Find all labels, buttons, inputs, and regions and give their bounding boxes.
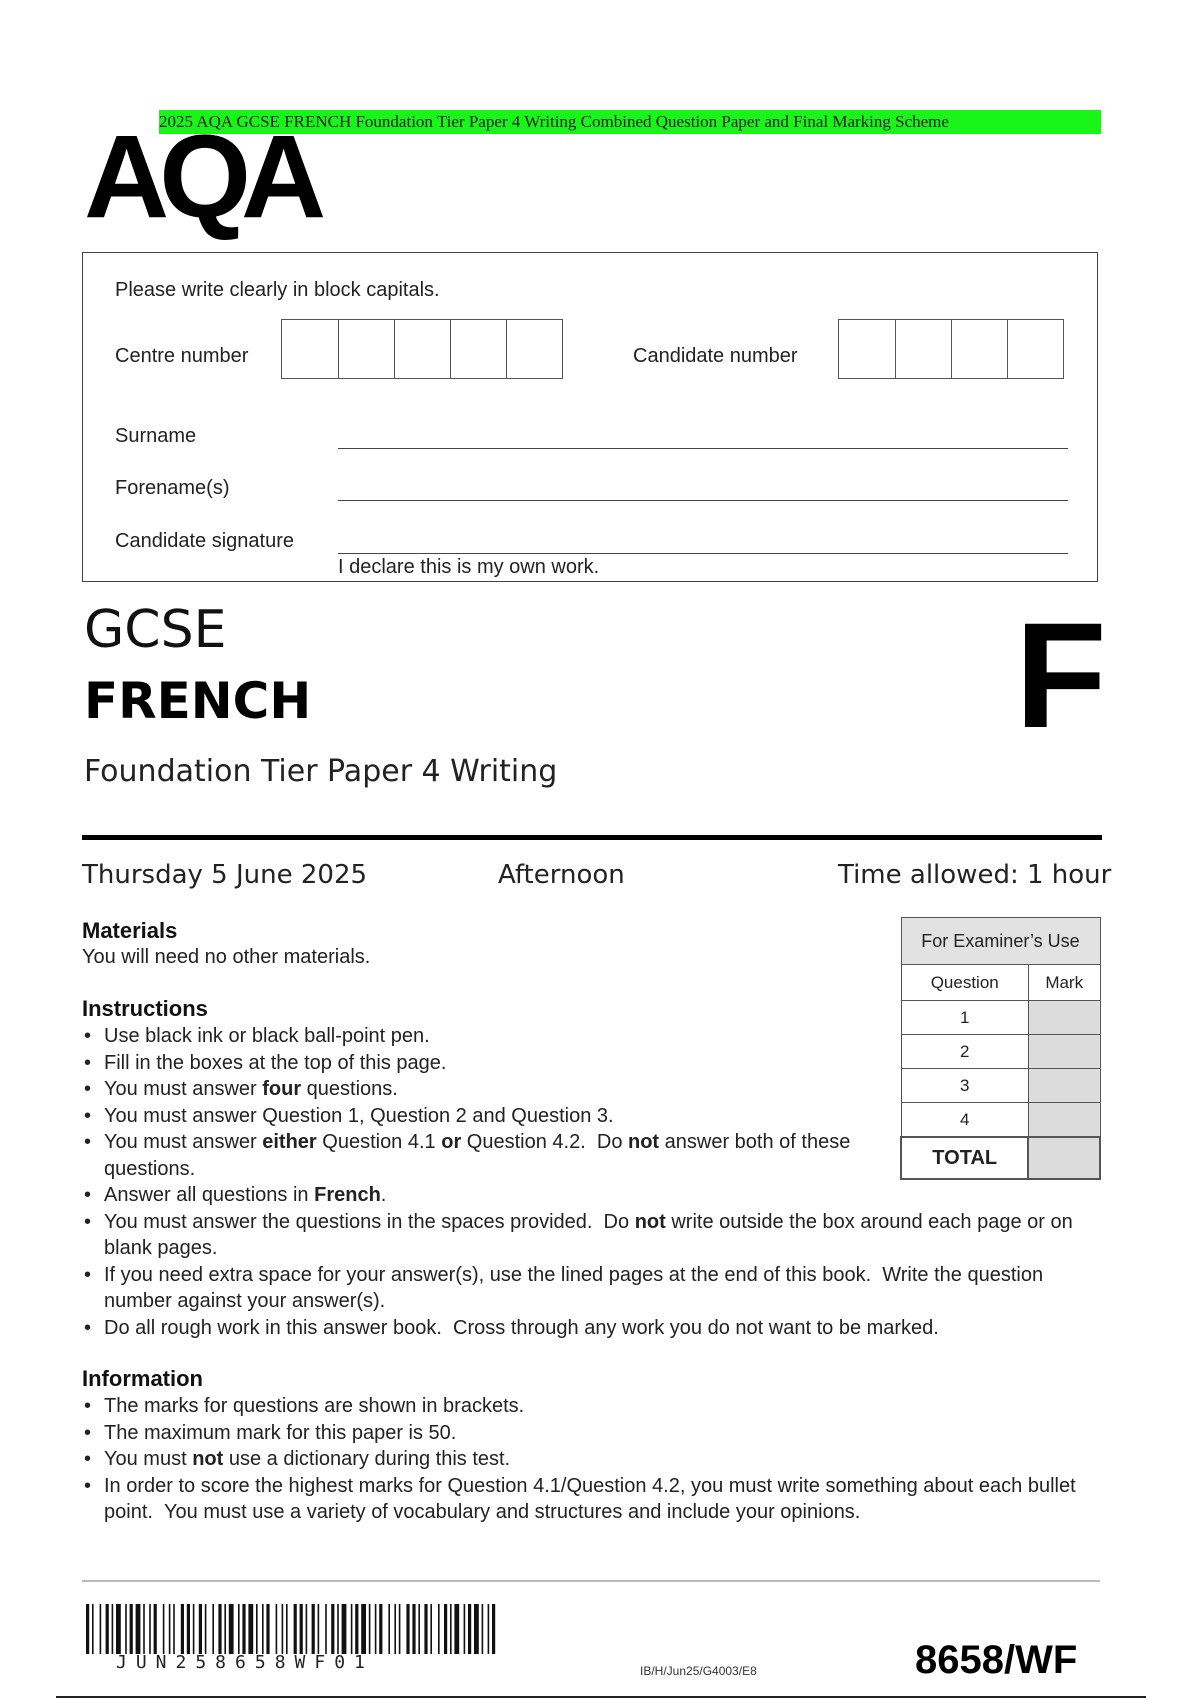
signature-label: Candidate signature xyxy=(115,530,295,552)
centre-digit-box[interactable] xyxy=(394,320,450,378)
information-heading: Information xyxy=(82,1366,203,1391)
instruction-item: • Answer all questions in French. xyxy=(82,1182,1082,1209)
instruction-item: • Use black ink or black ball-point pen. xyxy=(82,1023,1082,1050)
paper-title: Foundation Tier Paper 4 Writing xyxy=(84,754,558,789)
qualification-title: GCSE xyxy=(84,600,227,660)
instruction-item: • Fill in the boxes at the top of this page. xyxy=(82,1050,1082,1077)
barcode-number: JUN258658WF01 xyxy=(116,1652,374,1673)
instruction-item: • Do all rough work in this answer book. Cross through any work you do not want to be marked. xyxy=(82,1315,1082,1342)
information-item: • The marks for questions are shown in brackets. xyxy=(82,1393,1082,1420)
information-list xyxy=(82,1393,1082,1526)
candidate-number-field[interactable] xyxy=(838,319,1064,379)
candidate-digit-box[interactable] xyxy=(839,320,895,378)
signature-field[interactable] xyxy=(338,553,1068,554)
information-item: • The maximum mark for this paper is 50. xyxy=(82,1420,1082,1447)
mark-cell[interactable] xyxy=(1028,1001,1100,1035)
candidate-digit-box[interactable] xyxy=(951,320,1007,378)
instruction-item: • You must answer four questions. xyxy=(82,1076,1082,1103)
instruction-item: • You must answer Question 1, Question 2 and Question 3. xyxy=(82,1103,1082,1130)
subject-title: FRENCH xyxy=(84,672,312,730)
page-bottom-rule xyxy=(56,1696,1146,1698)
question-number: 4 xyxy=(901,1103,1028,1138)
declaration-text: I declare this is my own work. xyxy=(338,556,600,578)
mark-cell[interactable] xyxy=(1028,1035,1100,1069)
mark-cell[interactable] xyxy=(1028,1069,1100,1103)
materials-text: You will need no other materials. xyxy=(82,946,371,968)
centre-digit-box[interactable] xyxy=(506,320,562,378)
instruction-item: • You must answer either Question 4.1 or Question 4.2. Do not answer both of these questions. xyxy=(82,1129,884,1182)
information-item: • In order to score the highest marks for Question 4.1/Question 4.2, you must write something about each bullet point. You must use a variety of vocabulary and structures and include your opinions. xyxy=(82,1473,1082,1526)
mark-column-header: Mark xyxy=(1028,965,1100,1001)
footer-divider xyxy=(82,1580,1100,1582)
candidate-digit-box[interactable] xyxy=(895,320,951,378)
candidate-digit-box[interactable] xyxy=(1007,320,1063,378)
examiners-use-title: For Examiner’s Use xyxy=(901,918,1100,965)
forename-label: Forename(s) xyxy=(115,477,230,499)
time-allowed: Time allowed: 1 hour xyxy=(838,860,1112,890)
total-mark-cell[interactable] xyxy=(1028,1137,1100,1179)
block-capitals-instruction: Please write clearly in block capitals. xyxy=(115,279,440,301)
question-number: 2 xyxy=(901,1035,1028,1069)
surname-field[interactable] xyxy=(338,448,1068,449)
examiners-use-table xyxy=(900,917,1101,1180)
question-column-header: Question xyxy=(901,965,1028,1001)
document-reference: IB/H/Jun25/G4003/E8 xyxy=(640,1664,757,1678)
question-number: 3 xyxy=(901,1069,1028,1103)
centre-number-label: Centre number xyxy=(115,345,249,367)
candidate-number-label: Candidate number xyxy=(633,345,798,367)
title-divider xyxy=(82,835,1102,840)
instruction-item: • If you need extra space for your answer(s), use the lined pages at the end of this book. Write the question number against your answer(s). xyxy=(82,1262,1082,1315)
information-item: • You must not use a dictionary during this test. xyxy=(82,1446,1082,1473)
mark-cell[interactable] xyxy=(1028,1103,1100,1138)
total-label: TOTAL xyxy=(901,1137,1028,1179)
instruction-item: • You must answer the questions in the spaces provided. Do not write outside the box around each page or on blank pages. xyxy=(82,1209,1082,1262)
forename-field[interactable] xyxy=(338,500,1068,501)
materials-heading: Materials xyxy=(82,918,178,943)
exam-date: Thursday 5 June 2025 xyxy=(82,860,368,890)
candidate-details-box xyxy=(82,252,1098,582)
question-number: 1 xyxy=(901,1001,1028,1035)
centre-digit-box[interactable] xyxy=(450,320,506,378)
aqa-logo: AQA xyxy=(84,111,317,243)
surname-label: Surname xyxy=(115,425,197,447)
exam-session: Afternoon xyxy=(498,860,625,890)
tier-letter: F xyxy=(1015,591,1107,759)
document-title-banner: 2025 AQA GCSE FRENCH Foundation Tier Paper 4 Writing Combined Question Paper and Final Marking Scheme xyxy=(159,110,1101,134)
paper-code: 8658/WF xyxy=(915,1638,1078,1682)
centre-digit-box[interactable] xyxy=(282,320,338,378)
centre-number-field[interactable] xyxy=(281,319,563,379)
centre-digit-box[interactable] xyxy=(338,320,394,378)
barcode-image xyxy=(86,1604,500,1654)
instructions-heading: Instructions xyxy=(82,996,208,1021)
